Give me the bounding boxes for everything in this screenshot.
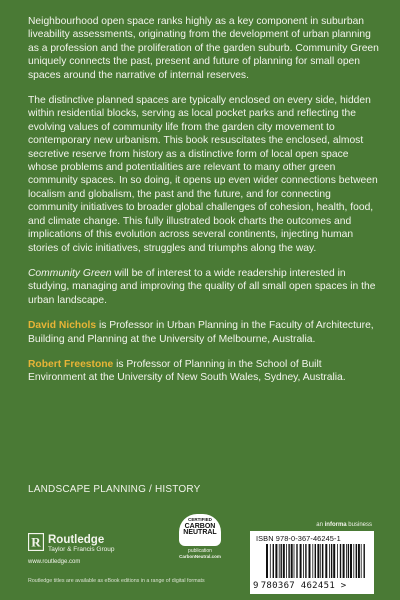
author-bio-text: is Professor of Planning in the School of Built Environment at the University of New South Wales, Sydney, Australia. (28, 358, 346, 384)
isbn-text: ISBN 978-0-367-46245-1 (256, 534, 341, 543)
author-name: Robert Freestone (28, 358, 114, 370)
barcode-icon (256, 544, 368, 581)
author-bio-text: is Professor in Urban Planning in the Faculty of Architecture, Building and Planning at the University of Melbourne, Australia. (28, 320, 374, 345)
cert-url: CarbonNeutral.com (179, 554, 221, 559)
carbon-neutral-badge (176, 514, 224, 559)
subject-category: LANDSCAPE PLANNING / HISTORY (28, 484, 201, 495)
publisher-group: Taylor & Francis Group (48, 546, 115, 553)
publisher-name: Routledge (48, 534, 105, 546)
cert-publication: publication (188, 548, 212, 554)
back-cover-text (28, 15, 380, 397)
barcode-arrow: > (340, 581, 347, 591)
interest-paragraph (28, 267, 380, 307)
author-bio-2 (28, 358, 380, 385)
isbn-barcode (250, 531, 374, 594)
ebook-note: Routledge titles are available as eBook editions in a range of digital formats (28, 578, 205, 584)
publisher-url: www.routledge.com (28, 559, 81, 565)
description-paragraph-1: Neighbourhood open space ranks highly as a key component in suburban liveability assessments, originating from the development of urban planning as a profession and the proliferation of the garden suburb. Community Green uniquely connects the past, present and future of planning for small open spaces around the narrative of internal reserves. (28, 16, 379, 81)
cert-line2: NEUTRAL (183, 529, 217, 537)
informa-prefix: an (316, 522, 325, 528)
barcode-group-1: 780367 (260, 581, 296, 591)
cert-line1: CARBON (184, 522, 216, 530)
book-title: Community Green (28, 267, 112, 279)
author-bio-1 (28, 319, 380, 346)
interest-text: will be of interest to a wide readership interested in studying, managing and improving the quality of all small open spaces in the urban landscape. (28, 267, 376, 306)
carbon-neutral-seal-icon (179, 514, 221, 546)
author-name: David Nichols (28, 320, 97, 332)
barcode-digits (253, 581, 347, 591)
barcode-group-2: 462451 (300, 581, 336, 591)
informa-business-mark (316, 522, 372, 528)
informa-brand: informa (324, 522, 347, 528)
barcode-prefix-digit: 9 (253, 581, 259, 591)
logo-letter: R (31, 534, 41, 550)
routledge-logo-icon (28, 533, 44, 551)
description-paragraph-2: The distinctive planned spaces are typically enclosed on every side, hidden within residential blocks, serving as local pocket parks and reflecting the evolving values of community life from the garden city movement to contemporary new urbanism. This book resuscitates the enclosed, almost secretive reserve from history as a distinctive form of local open space whose problems and potentialities are relevant to many other green community spaces. In so doing, it opens up even wider connections between localism and globalism, the past and the future, and for connecting community initiatives to broader global challenges of cohesion, health, food, and climate change. This fully illustrated book charts the outcomes and implications of this evolution across several continents, injecting human stories of civic initiatives, struggles and triumphs along the way. (28, 95, 378, 254)
cert-top: CERTIFIED (188, 517, 212, 522)
publisher-wordmark (48, 534, 114, 554)
informa-suffix: business (346, 522, 372, 528)
